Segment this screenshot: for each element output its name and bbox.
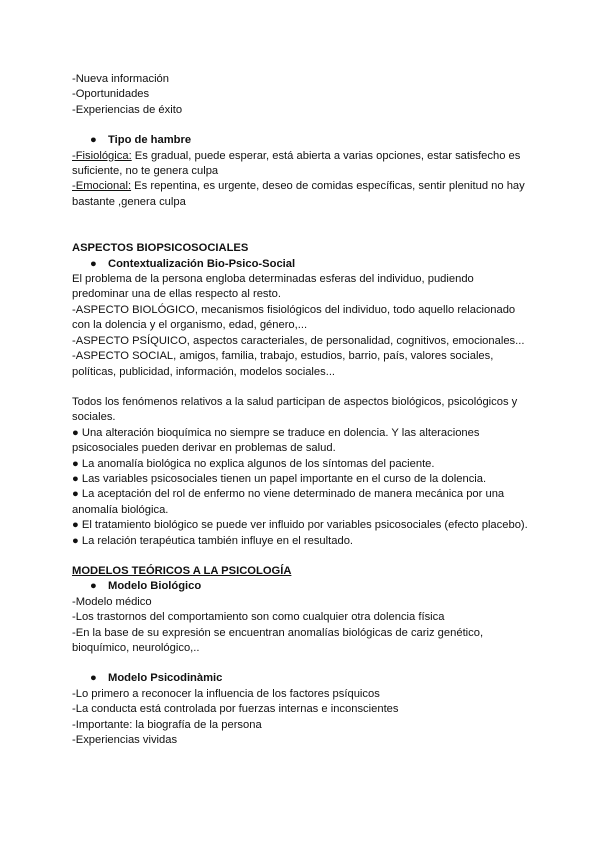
text-line bbox=[72, 179, 542, 194]
section-heading-biopsicosocial: ASPECTOS BIOPSICOSOCIALES bbox=[72, 242, 249, 255]
hunger-type-title: Tipo de hambre bbox=[108, 134, 192, 147]
text-line: políticas, publicidad, información, modelos sociales... bbox=[72, 365, 336, 378]
bullet-icon: ● bbox=[90, 257, 97, 270]
text-line: -Modelo médico bbox=[72, 595, 152, 608]
text-line: -Nueva información bbox=[72, 73, 170, 85]
document-content bbox=[72, 72, 542, 748]
text-line: -Importante: la biografía de la persona bbox=[72, 718, 262, 731]
text-line: -ASPECTO PSÍQUICO, aspectos caracteriales, de personalidad, cognitivos, emocionales... bbox=[72, 334, 525, 347]
text-line: ● La anomalía biológica no explica algunos de los síntomas del paciente. bbox=[72, 457, 435, 470]
text-line: -La conducta está controlada por fuerzas internas e inconscientes bbox=[72, 703, 399, 716]
text-line: bastante ,genera culpa bbox=[72, 195, 186, 208]
section-heading-modelos: MODELOS TEÓRICOS A LA PSICOLOGÍA bbox=[72, 564, 292, 577]
text-line bbox=[72, 149, 542, 164]
text-line: -ASPECTO BIOLÓGICO, mecanismos fisiológicos del individuo, todo aquello relacionado bbox=[72, 303, 516, 316]
text-line: -ASPECTO SOCIAL, amigos, familia, trabajo, estudios, barrio, país, valores sociales, bbox=[72, 350, 494, 363]
text-line: ● La relación terapéutica también influye en el resultado. bbox=[72, 534, 354, 547]
text-line: -En la base de su expresión se encuentran anomalías biológicas de cariz genético, bbox=[72, 626, 484, 639]
text-line: anomalía biológica. bbox=[72, 503, 169, 516]
contextualizacion-title: Contextualización Bio-Psico-Social bbox=[108, 257, 296, 270]
contextualizacion-heading bbox=[72, 257, 542, 272]
text-line: ● Las variables psicosociales tienen un papel importante en el curso de la dolencia. bbox=[72, 472, 487, 485]
emocional-text: Es repentina, es urgente, deseo de comidas específicas, sentir plenitud no hay bbox=[131, 180, 525, 193]
text-line: -Los trastornos del comportamiento son como cualquier otra dolencia física bbox=[72, 611, 445, 624]
fisiologica-label: -Fisiológica: bbox=[72, 149, 132, 162]
text-line: con la dolencia y el organismo, edad, género,... bbox=[72, 319, 308, 332]
text-line: -Oportunidades bbox=[72, 88, 150, 101]
hunger-type-heading bbox=[72, 133, 542, 148]
text-line: Todos los fenómenos relativos a la salud participan de aspectos biológicos, psicológicos y bbox=[72, 395, 518, 408]
modelo-biologico-title: Modelo Biológico bbox=[108, 580, 202, 593]
modelo-psicodinamic-title: Modelo Psicodinàmic bbox=[108, 672, 223, 685]
bullet-icon: ● bbox=[90, 580, 97, 593]
text-line: -Experiencias vividas bbox=[72, 734, 178, 747]
text-line: sociales. bbox=[72, 411, 116, 424]
text-line: ● La aceptación del rol de enfermo no viene determinado de manera mecánica por una bbox=[72, 488, 505, 501]
text-line: El problema de la persona engloba determinadas esferas del individuo, pudiendo bbox=[72, 273, 474, 286]
text-line: -Experiencias de éxito bbox=[72, 103, 183, 116]
text-line: bioquímico, neurológico,.. bbox=[72, 642, 200, 654]
bullet-icon: ● bbox=[90, 672, 97, 685]
modelo-psicodinamic-heading bbox=[72, 671, 542, 686]
text-line: ● Una alteración bioquímica no siempre se traduce en dolencia. Y las alteraciones bbox=[72, 426, 480, 439]
fisiologica-text: Es gradual, puede esperar, está abierta a varias opciones, estar satisfecho es bbox=[131, 149, 521, 162]
emocional-label: -Emocional: bbox=[72, 180, 132, 193]
text-line: psicosociales pueden derivar en problemas de salud. bbox=[72, 442, 336, 455]
text-line: suficiente, no te genera culpa bbox=[72, 165, 219, 178]
text-line: predominar una de ellas respecto al resto. bbox=[72, 288, 281, 301]
bullet-icon: ● bbox=[90, 134, 97, 147]
text-line: ● El tratamiento biológico se puede ver influido por variables psicosociales (efecto placebo). bbox=[72, 519, 528, 532]
text-line: -Lo primero a reconocer la influencia de los factores psíquicos bbox=[72, 687, 380, 700]
modelo-biologico-heading bbox=[72, 579, 542, 594]
